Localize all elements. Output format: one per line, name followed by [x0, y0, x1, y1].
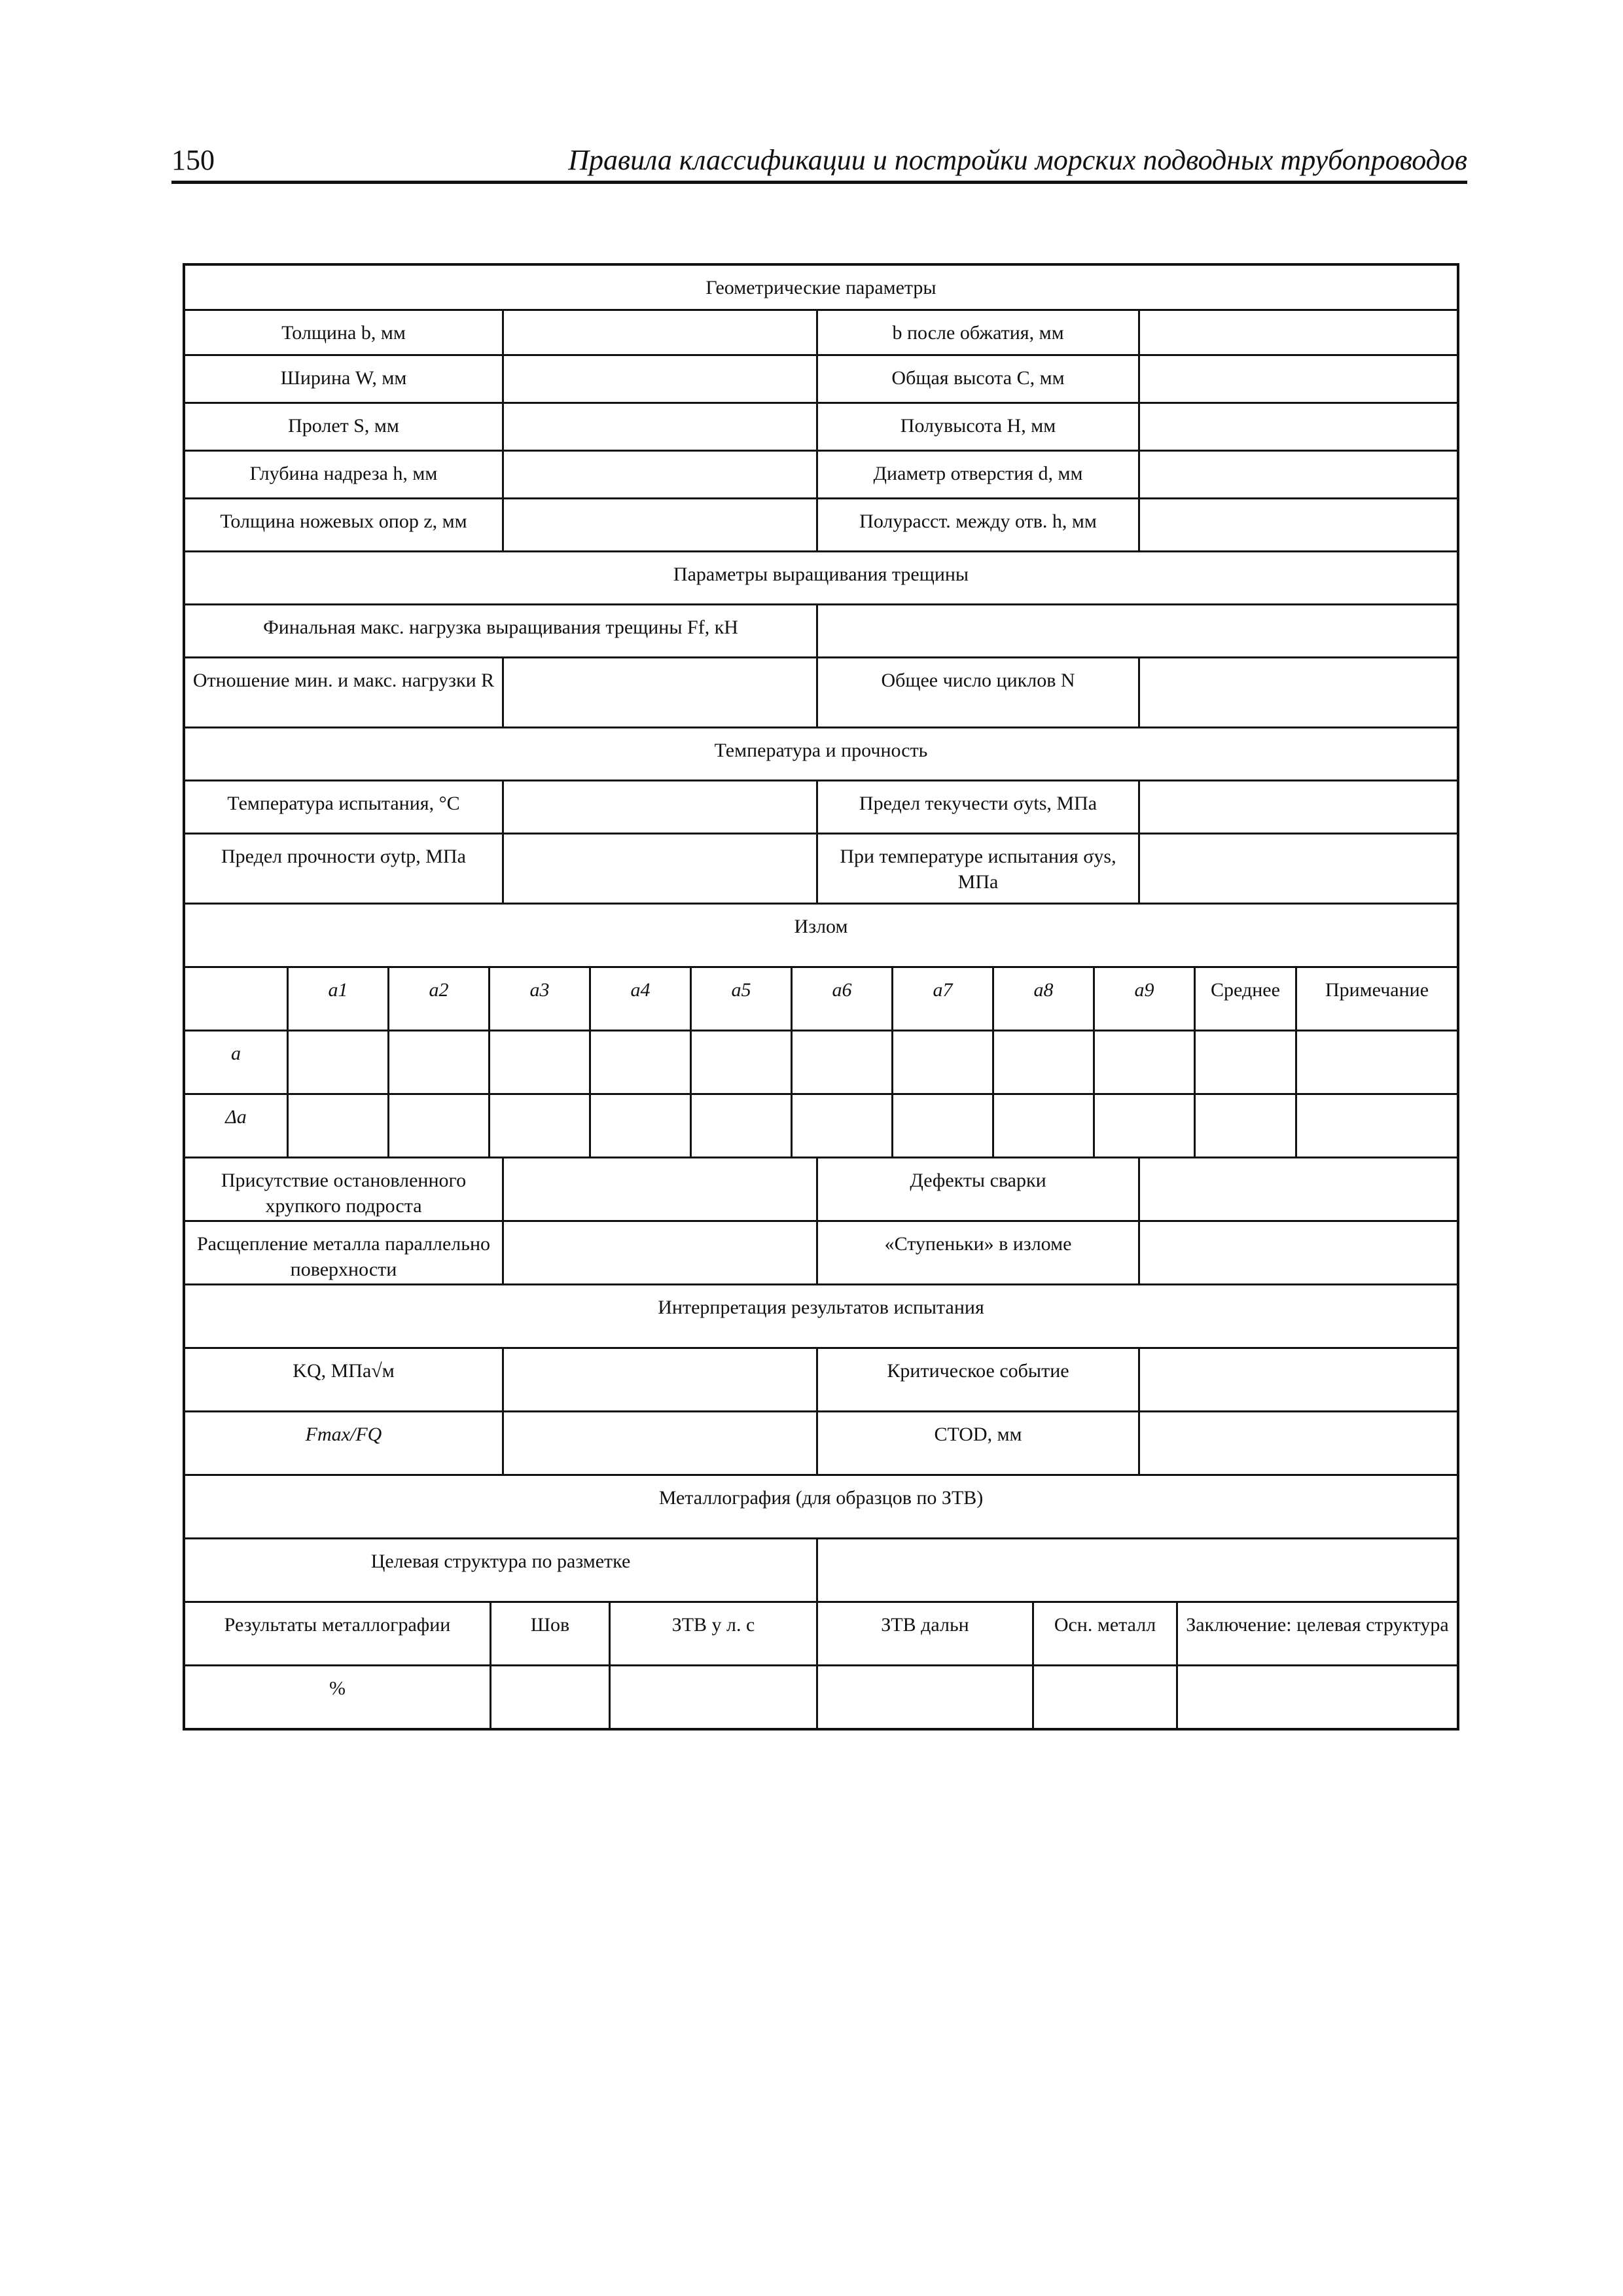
fmax-fq-value[interactable] — [502, 1412, 816, 1474]
section-fracture-row — [185, 903, 1457, 966]
final-load-label: Финальная макс. нагрузка выращивания трещины Ff, кН — [263, 617, 738, 638]
fracture-row-a-label: a — [231, 1043, 241, 1064]
table-row — [185, 780, 1457, 833]
metallography-values-row — [185, 1664, 1457, 1728]
table-row — [185, 833, 1457, 903]
table-row — [185, 354, 1457, 402]
fracture-cell[interactable] — [791, 1095, 891, 1157]
weld-defects-label: Дефекты сварки — [816, 1158, 1138, 1220]
thickness-after-label: b после обжатия, мм — [816, 311, 1138, 354]
fracture-col-a4: a4 — [589, 968, 690, 1030]
test-report-form — [183, 263, 1459, 1731]
fracture-col-a3: a3 — [488, 968, 589, 1030]
test-temp-yield-value[interactable] — [1138, 834, 1457, 903]
thickness-after-value[interactable] — [1138, 311, 1457, 354]
haz-far-value[interactable] — [816, 1666, 1032, 1728]
section-crack-title: Параметры выращивания трещины — [673, 564, 969, 585]
knife-edge-value[interactable] — [502, 499, 816, 550]
target-structure-value[interactable] — [816, 1539, 1457, 1601]
width-label: Ширина W, мм — [280, 367, 407, 389]
target-structure-label: Целевая структура по разметке — [370, 1551, 631, 1572]
fracture-cell[interactable] — [387, 1031, 488, 1093]
thickness-label: Толщина b, мм — [281, 322, 406, 344]
critical-event-label: Критическое событие — [816, 1349, 1138, 1410]
knife-edge-label: Толщина ножевых опор z, мм — [220, 511, 467, 532]
test-temp-label: Температура испытания, °С — [227, 793, 460, 814]
cycles-label: Общее число циклов N — [816, 658, 1138, 726]
fracture-cell[interactable] — [287, 1095, 387, 1157]
fracture-row-da-label: Δa — [225, 1106, 247, 1128]
fracture-cell[interactable] — [387, 1095, 488, 1157]
haz-near-col: ЗТВ у л. с — [609, 1603, 816, 1664]
fracture-cell[interactable] — [589, 1031, 690, 1093]
fracture-cell[interactable] — [1194, 1095, 1295, 1157]
kq-label: KQ, МПа√м — [293, 1360, 395, 1382]
hole-half-distance-label: Полурасст. между отв. h, мм — [816, 499, 1138, 550]
notch-depth-value[interactable] — [502, 452, 816, 497]
table-row — [185, 1537, 1457, 1601]
steps-label: «Ступеньки» в изломе — [816, 1222, 1138, 1283]
table-row — [185, 1157, 1457, 1220]
fracture-cell[interactable] — [1093, 1031, 1194, 1093]
fracture-row-delta-a — [185, 1093, 1457, 1157]
table-row — [185, 309, 1457, 354]
fracture-cell[interactable] — [992, 1095, 1093, 1157]
table-row — [185, 656, 1457, 726]
span-label: Пролет S, мм — [288, 415, 399, 437]
page-header — [171, 140, 1467, 184]
table-row — [185, 1347, 1457, 1410]
fracture-cell[interactable] — [791, 1031, 891, 1093]
table-row — [185, 1410, 1457, 1474]
table-row — [185, 497, 1457, 550]
half-height-value[interactable] — [1138, 404, 1457, 450]
ctod-value[interactable] — [1138, 1412, 1457, 1474]
haz-far-col: ЗТВ дальн — [816, 1603, 1032, 1664]
fracture-col-a7: a7 — [891, 968, 992, 1030]
fracture-corner — [185, 968, 287, 1030]
fracture-cell[interactable] — [690, 1031, 791, 1093]
fracture-cell[interactable] — [287, 1031, 387, 1093]
span-value[interactable] — [502, 404, 816, 450]
yield-strength-label: Предел текучести σyts, МПа — [816, 781, 1138, 833]
fracture-cell[interactable] — [488, 1031, 589, 1093]
fracture-col-a1: a1 — [287, 968, 387, 1030]
weld-value[interactable] — [490, 1666, 609, 1728]
total-height-value[interactable] — [1138, 356, 1457, 402]
hole-diameter-value[interactable] — [1138, 452, 1457, 497]
fracture-cell[interactable] — [1093, 1095, 1194, 1157]
load-ratio-label: Отношение мин. и макс. нагрузки R — [192, 670, 495, 691]
cycles-value[interactable] — [1138, 658, 1457, 726]
test-temp-value[interactable] — [502, 781, 816, 833]
total-height-label: Общая высота C, мм — [816, 356, 1138, 402]
kq-value[interactable] — [502, 1349, 816, 1410]
fracture-cell[interactable] — [891, 1031, 992, 1093]
fracture-col-a8: a8 — [992, 968, 1093, 1030]
fracture-col-mean: Среднее — [1194, 968, 1295, 1030]
final-load-value[interactable] — [816, 605, 1457, 656]
percent-label: % — [329, 1677, 346, 1699]
section-geometry-row — [185, 266, 1457, 309]
section-fracture-title: Излом — [794, 916, 848, 937]
table-row — [185, 1220, 1457, 1283]
load-ratio-value[interactable] — [502, 658, 816, 726]
fracture-cell[interactable] — [1295, 1031, 1457, 1093]
weld-col: Шов — [490, 1603, 609, 1664]
section-metallography-title: Металлография (для образцов по ЗТВ) — [658, 1487, 984, 1509]
thickness-value[interactable] — [502, 311, 816, 354]
metallo-results-label: Результаты металлографии — [224, 1614, 451, 1636]
section-crack-row — [185, 550, 1457, 603]
base-metal-value[interactable] — [1032, 1666, 1176, 1728]
fracture-cell[interactable] — [1295, 1095, 1457, 1157]
page-number: 150 — [171, 144, 215, 176]
table-row — [185, 402, 1457, 450]
fracture-col-a6: a6 — [791, 968, 891, 1030]
delamination-value[interactable] — [502, 1222, 816, 1283]
hole-diameter-label: Диаметр отверстия d, мм — [816, 452, 1138, 497]
section-geometry-title: Геометрические параметры — [705, 277, 936, 298]
conclusion-col: Заключение: целевая структура — [1176, 1603, 1457, 1664]
tensile-strength-label: Предел прочности σytp, МПа — [221, 846, 466, 867]
fracture-cell[interactable] — [690, 1095, 791, 1157]
fracture-cell[interactable] — [992, 1031, 1093, 1093]
haz-near-value[interactable] — [609, 1666, 816, 1728]
section-interpretation-row — [185, 1283, 1457, 1347]
table-row — [185, 603, 1457, 656]
fracture-cell[interactable] — [891, 1095, 992, 1157]
fracture-col-a2: a2 — [387, 968, 488, 1030]
fracture-cell[interactable] — [488, 1095, 589, 1157]
notch-depth-label: Глубина надреза h, мм — [249, 463, 438, 484]
fracture-cell[interactable] — [589, 1095, 690, 1157]
section-metallography-row — [185, 1474, 1457, 1537]
half-height-label: Полувысота H, мм — [816, 404, 1138, 450]
brittle-arrest-label: Присутствие остановленного хрупкого подроста — [221, 1170, 467, 1217]
section-interpretation-title: Интерпретация результатов испытания — [658, 1297, 984, 1318]
hole-half-distance-value[interactable] — [1138, 499, 1457, 550]
steps-value[interactable] — [1138, 1222, 1457, 1283]
width-value[interactable] — [502, 356, 816, 402]
critical-event-value[interactable] — [1138, 1349, 1457, 1410]
conclusion-value[interactable] — [1176, 1666, 1457, 1728]
fracture-cell[interactable] — [1194, 1031, 1295, 1093]
metallography-header-row — [185, 1601, 1457, 1664]
base-metal-col: Осн. металл — [1032, 1603, 1176, 1664]
fracture-col-a9: a9 — [1093, 968, 1194, 1030]
section-temp-title: Температура и прочность — [714, 740, 928, 761]
tensile-strength-value[interactable] — [502, 834, 816, 903]
ctod-label: CTOD, мм — [816, 1412, 1138, 1474]
fracture-col-a5: a5 — [690, 968, 791, 1030]
yield-strength-value[interactable] — [1138, 781, 1457, 833]
fracture-header-row — [185, 966, 1457, 1030]
delamination-label: Расщепление металла параллельно поверхности — [196, 1233, 491, 1280]
running-title: Правила классификации и постройки морских подводных трубопроводов — [568, 144, 1467, 176]
fracture-row-a — [185, 1030, 1457, 1093]
fmax-fq-label: Fmax/FQ — [305, 1424, 382, 1445]
weld-defects-value[interactable] — [1138, 1158, 1457, 1220]
brittle-arrest-value[interactable] — [502, 1158, 816, 1220]
section-temp-row — [185, 726, 1457, 780]
test-temp-yield-label: При температуре испытания σys, МПа — [816, 834, 1138, 903]
table-row — [185, 450, 1457, 497]
fracture-col-note: Примечание — [1295, 968, 1457, 1030]
